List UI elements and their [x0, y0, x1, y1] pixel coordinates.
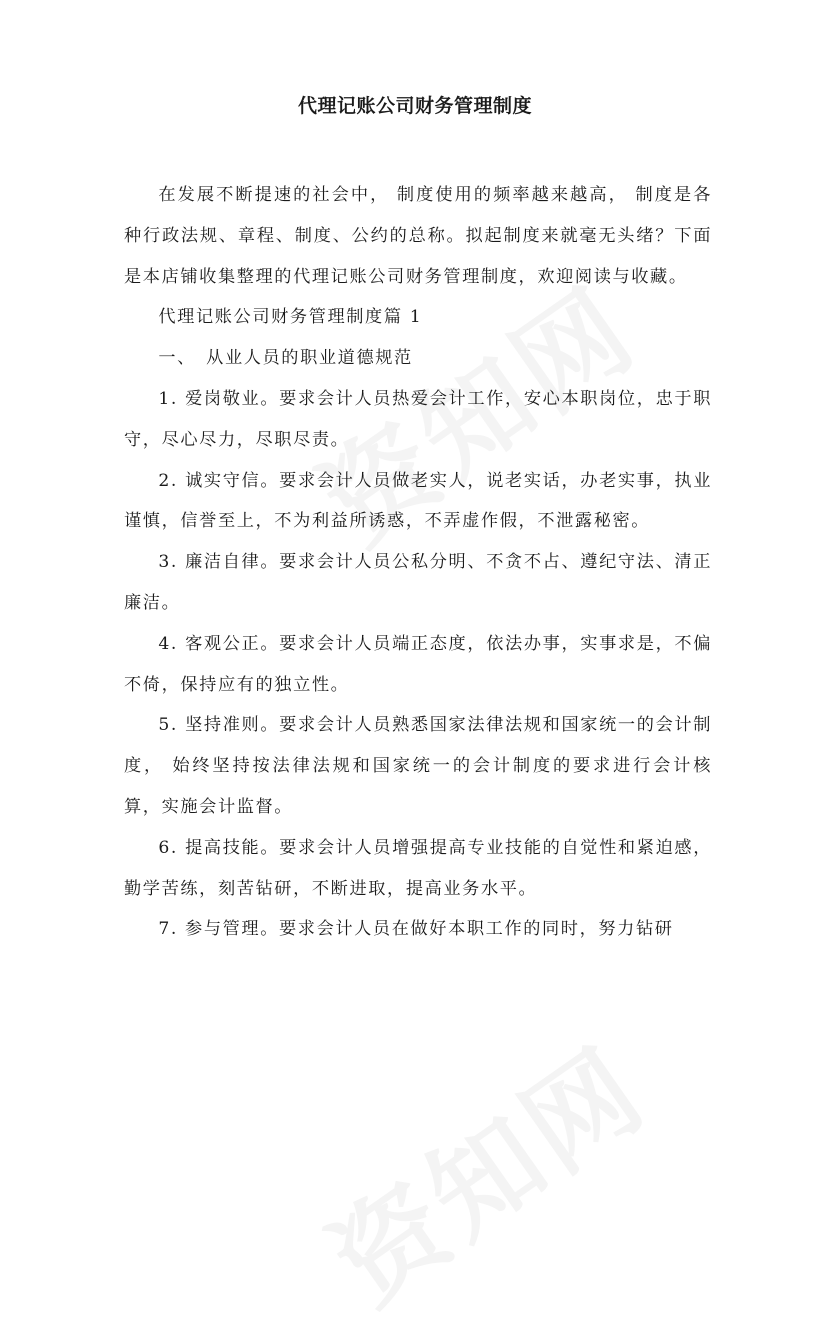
list-item: 3. 廉洁自律。要求会计人员公私分明、不贪不占、遵纪守法、清正廉洁。	[124, 552, 712, 613]
document-title: 代理记账公司财务管理制度	[297, 95, 532, 117]
list-item: 7. 参与管理。要求会计人员在做好本职工作的同时，努力钻研	[158, 919, 674, 940]
watermark	[296, 1004, 672, 1333]
list-item: 5. 坚持准则。要求会计人员熟悉国家法律法规和国家统一的会计制度， 始终坚持按法律法规和国家统一的会计制度的要求进行会计核算，实施会计监督。	[124, 715, 712, 817]
document-body	[124, 175, 712, 950]
list-item: 6. 提高技能。要求会计人员增强提高专业技能的自觉性和紧迫感，勤学苦练，刻苦钻研，不断进取，提高业务水平。	[124, 837, 712, 899]
list-item: 4. 客观公正。要求会计人员端正态度，依法办事，实事求是，不偏不倚，保持应有的独立性。	[124, 633, 712, 695]
chapter-heading: 代理记账公司财务管理制度篇 1	[158, 307, 423, 328]
list-item: 1. 爱岗敬业。要求会计人员热爱会计工作，安心本职岗位，忠于职守，尽心尽力，尽职尽责。	[124, 388, 712, 450]
section-heading: 一、 从业人员的职业道德规范	[158, 348, 413, 369]
intro-paragraph: 在发展不断提速的社会中， 制度使用的频率越来越高， 制度是各种行政法规、章程、制度、公约的总称。拟起制度来就毫无头绪？下面是本店铺收集整理的代理记账公司财务管理制度，欢迎阅读与收藏。	[124, 185, 712, 287]
list-item: 2. 诚实守信。要求会计人员做老实人，说老实话，办老实事，执业谨慎，信誉至上，不为利益所诱惑，不弄虚作假，不泄露秘密。	[124, 470, 712, 532]
